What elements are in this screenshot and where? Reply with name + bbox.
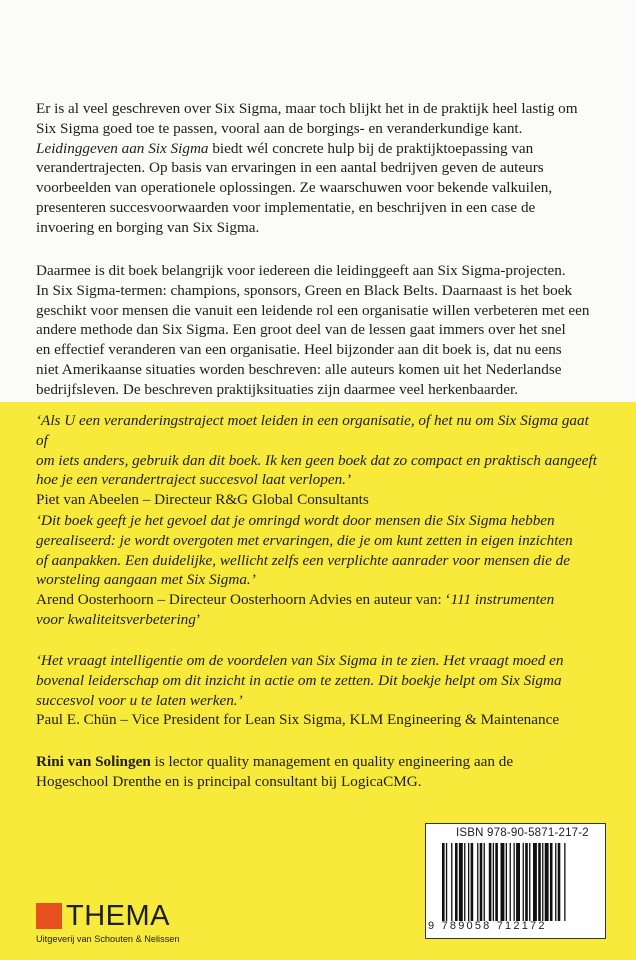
quote-line: ‘Als U een veranderingstraject moet leiden in een organisatie, of het nu om Six Sigma gaat of (36, 412, 589, 449)
quote-line: of aanpakken. Een duidelijke, wellicht zelfs een verplichte aanrader voor mensen die de (36, 551, 570, 569)
quote-line: succesvol voor u te laten werken.’ (36, 691, 243, 709)
author-bio (36, 752, 604, 792)
bio-text: is lector quality management en quality engineering aan de (150, 753, 514, 770)
bio-line: Hogeschool Drenthe en is principal consultant bij LogicaCMG. (36, 772, 422, 790)
quote-3 (36, 651, 604, 730)
text-line: voorbeelden van operationele oplossingen. Ze waarschuwen voor bekende valkuilen, (36, 179, 553, 197)
attribution-close: ’ (195, 610, 201, 628)
quote-line: om iets anders, gebruik dan dit boek. Ik ken geen boek dat zo compact en praktisch aangeeft (36, 451, 597, 469)
text-line: niet Amerikaanse situaties worden beschreven: alle auteurs komen uit het Nederlandse (36, 360, 562, 378)
text-line: invoering en borging van Six Sigma. (36, 218, 260, 236)
attribution-text: Arend Oosterhoorn – Directeur Oosterhoorn Advies en auteur van: ‘ (36, 591, 451, 609)
text-line: geschikt voor mensen die vanuit een leidende rol een organisatie willen verbeteren met een (36, 301, 590, 319)
text-line: Daarmee is dit boek belangrijk voor iedereen die leidinggeeft aan Six Sigma-projecten. (36, 262, 566, 279)
text-line: Er is al veel geschreven over Six Sigma, maar toch blijkt het in de praktijk heel lastig om (36, 100, 578, 117)
text-line: bedrijfsleven. De beschreven praktijksituaties zijn daarmee veel herkenbaarder. (36, 380, 518, 398)
intro-paragraph-1 (36, 99, 604, 238)
publisher-subtitle: Uitgeverij van Schouten & Nelissen (36, 934, 180, 944)
text-line: en effectief veranderen van een organisatie. Heel bijzonder aan dit boek is, dat nu eens (36, 341, 562, 359)
author-name: Rini van Solingen (36, 753, 151, 770)
quote-line: gerealiseerd: je wordt overgoten met ervaringen, die je om kunt zetten in eigen inzichten (36, 531, 573, 549)
publisher-name: THEMA (66, 900, 170, 932)
quote-line: ‘Het vraagt intelligentie om de voordelen van Six Sigma in te zien. Het vraagt moed en (36, 652, 564, 669)
quote-attribution (36, 590, 604, 610)
quote-line: hoe je een verandertraject succesvol laat verlopen.’ (36, 471, 352, 489)
quote-line: ‘Dit boek geeft je het gevoel dat je omringd wordt door mensen die Six Sigma hebben (36, 512, 555, 529)
quote-attribution-cont (36, 610, 604, 630)
quote-attribution: Paul E. Chün – Vice President for Lean Six Sigma, KLM Engineering & Maintenance (36, 711, 560, 729)
barcode-bars (440, 843, 600, 921)
text-line (36, 139, 604, 159)
isbn-barcode (425, 823, 606, 939)
bio-line (36, 752, 604, 772)
text-line: andere methode dan Six Sigma. Een groot deel van de lessen gaat immers over het snel (36, 321, 566, 339)
isbn-label: ISBN 978-90-5871-217-2 (456, 827, 589, 839)
quote-1 (36, 411, 604, 510)
text-fragment: biedt wél concrete hulp bij de praktijktoepassing van (208, 139, 534, 157)
text-line: In Six Sigma-termen: champions, sponsors, Green en Black Belts. Daarnaast is het boek (36, 281, 573, 299)
quote-line: bovenal leiderschap om dit inzicht in actie om te zetten. Dit boekje helpt om Six Sigma (36, 671, 562, 689)
text-line: presenteren succesvoorwaarden voor implementatie, en beschrijven in een case de (36, 198, 536, 216)
quote-line: worsteling aangaan met Six Sigma.’ (36, 571, 256, 589)
quote-2 (36, 511, 604, 630)
logo-square-icon (36, 903, 62, 929)
barcode-digits: 9 789058 712172 (428, 920, 547, 932)
book-title: Leidinggeven aan Six Sigma (36, 139, 209, 157)
text-line: verandertrajecten. Op basis van ervaringen in een aantal bedrijven geven de auteurs (36, 159, 544, 177)
intro-paragraph-2 (36, 261, 604, 400)
attribution-book-title: voor kwaliteitsverbetering (36, 610, 196, 628)
quote-attribution: Piet van Abeelen – Directeur R&G Global Consultants (36, 491, 369, 509)
text-line: Six Sigma goed toe te passen, vooral aan de borgings- en veranderkundige kant. (36, 119, 523, 137)
attribution-book-title: 111 instrumenten (450, 591, 555, 609)
